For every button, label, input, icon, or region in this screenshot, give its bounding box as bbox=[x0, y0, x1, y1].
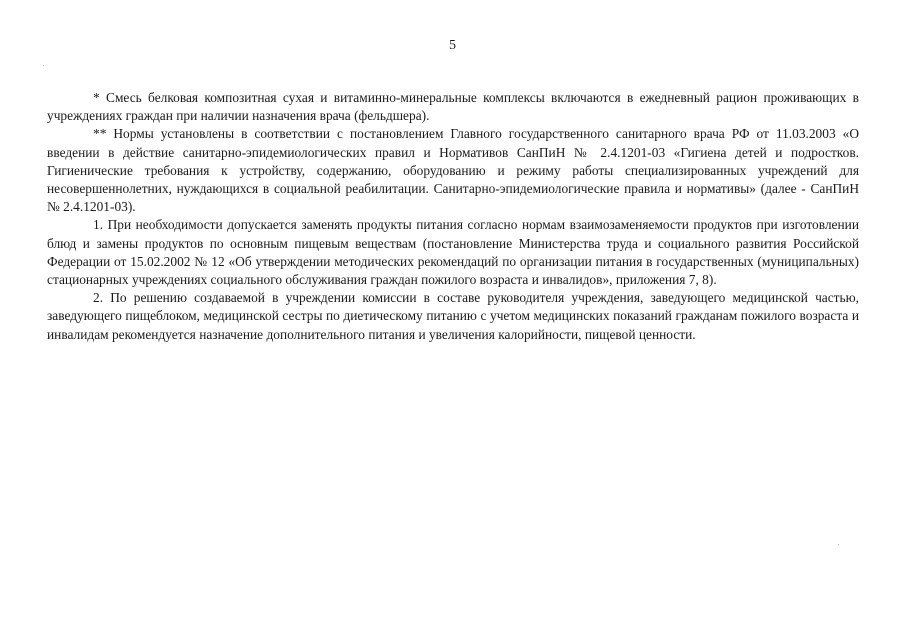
footnote-single-asterisk: * Смесь белковая композитная сухая и витаминно-минеральные комплексы включаются в ежедневный рацион проживающих в учреждениях граждан при наличии назначения врача (фельдшера). bbox=[47, 90, 859, 124]
footnote-double-asterisk: ** Нормы установлены в соответствии с постановлением Главного государственного санитарного врача РФ от 11.03.2003 «О введении в действие санитарно-эпидемиологических правил и Нормативов СанПиН № 2.4.1201-03 «Гигиена детей и подростков. Гигиенические требования к устройству, содержанию, оборудованию и режиму работы специализированных учреждений для несовершеннолетних, нуждающихся в социальной реабилитации. Санитарно-эпидемиологические правила и нормативы» (далее - СанПиН № 2.4.1201-03). bbox=[47, 126, 859, 215]
note-item-2: 2. По решению создаваемой в учреждении комиссии в составе руководителя учреждения, заведующего медицинской частью, заведующего пищеблоком, медицинской сестры по диетическому питанию с учетом медицинских показаний гражданам пожилого возраста и инвалидам рекомендуется назначение дополнительного питания и увеличения калорийности, пищевой ценности. bbox=[47, 290, 859, 342]
note-item-1: 1. При необходимости допускается заменять продукты питания согласно нормам взаимозаменяемости продуктов при изготовлении блюд и замены продуктов по основным пищевым веществам (постановление Министерства труда и социального развития Российской Федерации от 15.02.2002 № 12 «Об утверждении методических рекомендаций по организации питания в государственных (муниципальных) стационарных учреждениях социального обслуживания граждан пожилого возраста и инвалидов», приложения 7, 8). bbox=[47, 217, 859, 288]
document-body bbox=[47, 89, 859, 344]
scan-speck bbox=[43, 65, 44, 66]
page-number: 5 bbox=[449, 38, 456, 53]
scan-speck bbox=[838, 544, 839, 545]
